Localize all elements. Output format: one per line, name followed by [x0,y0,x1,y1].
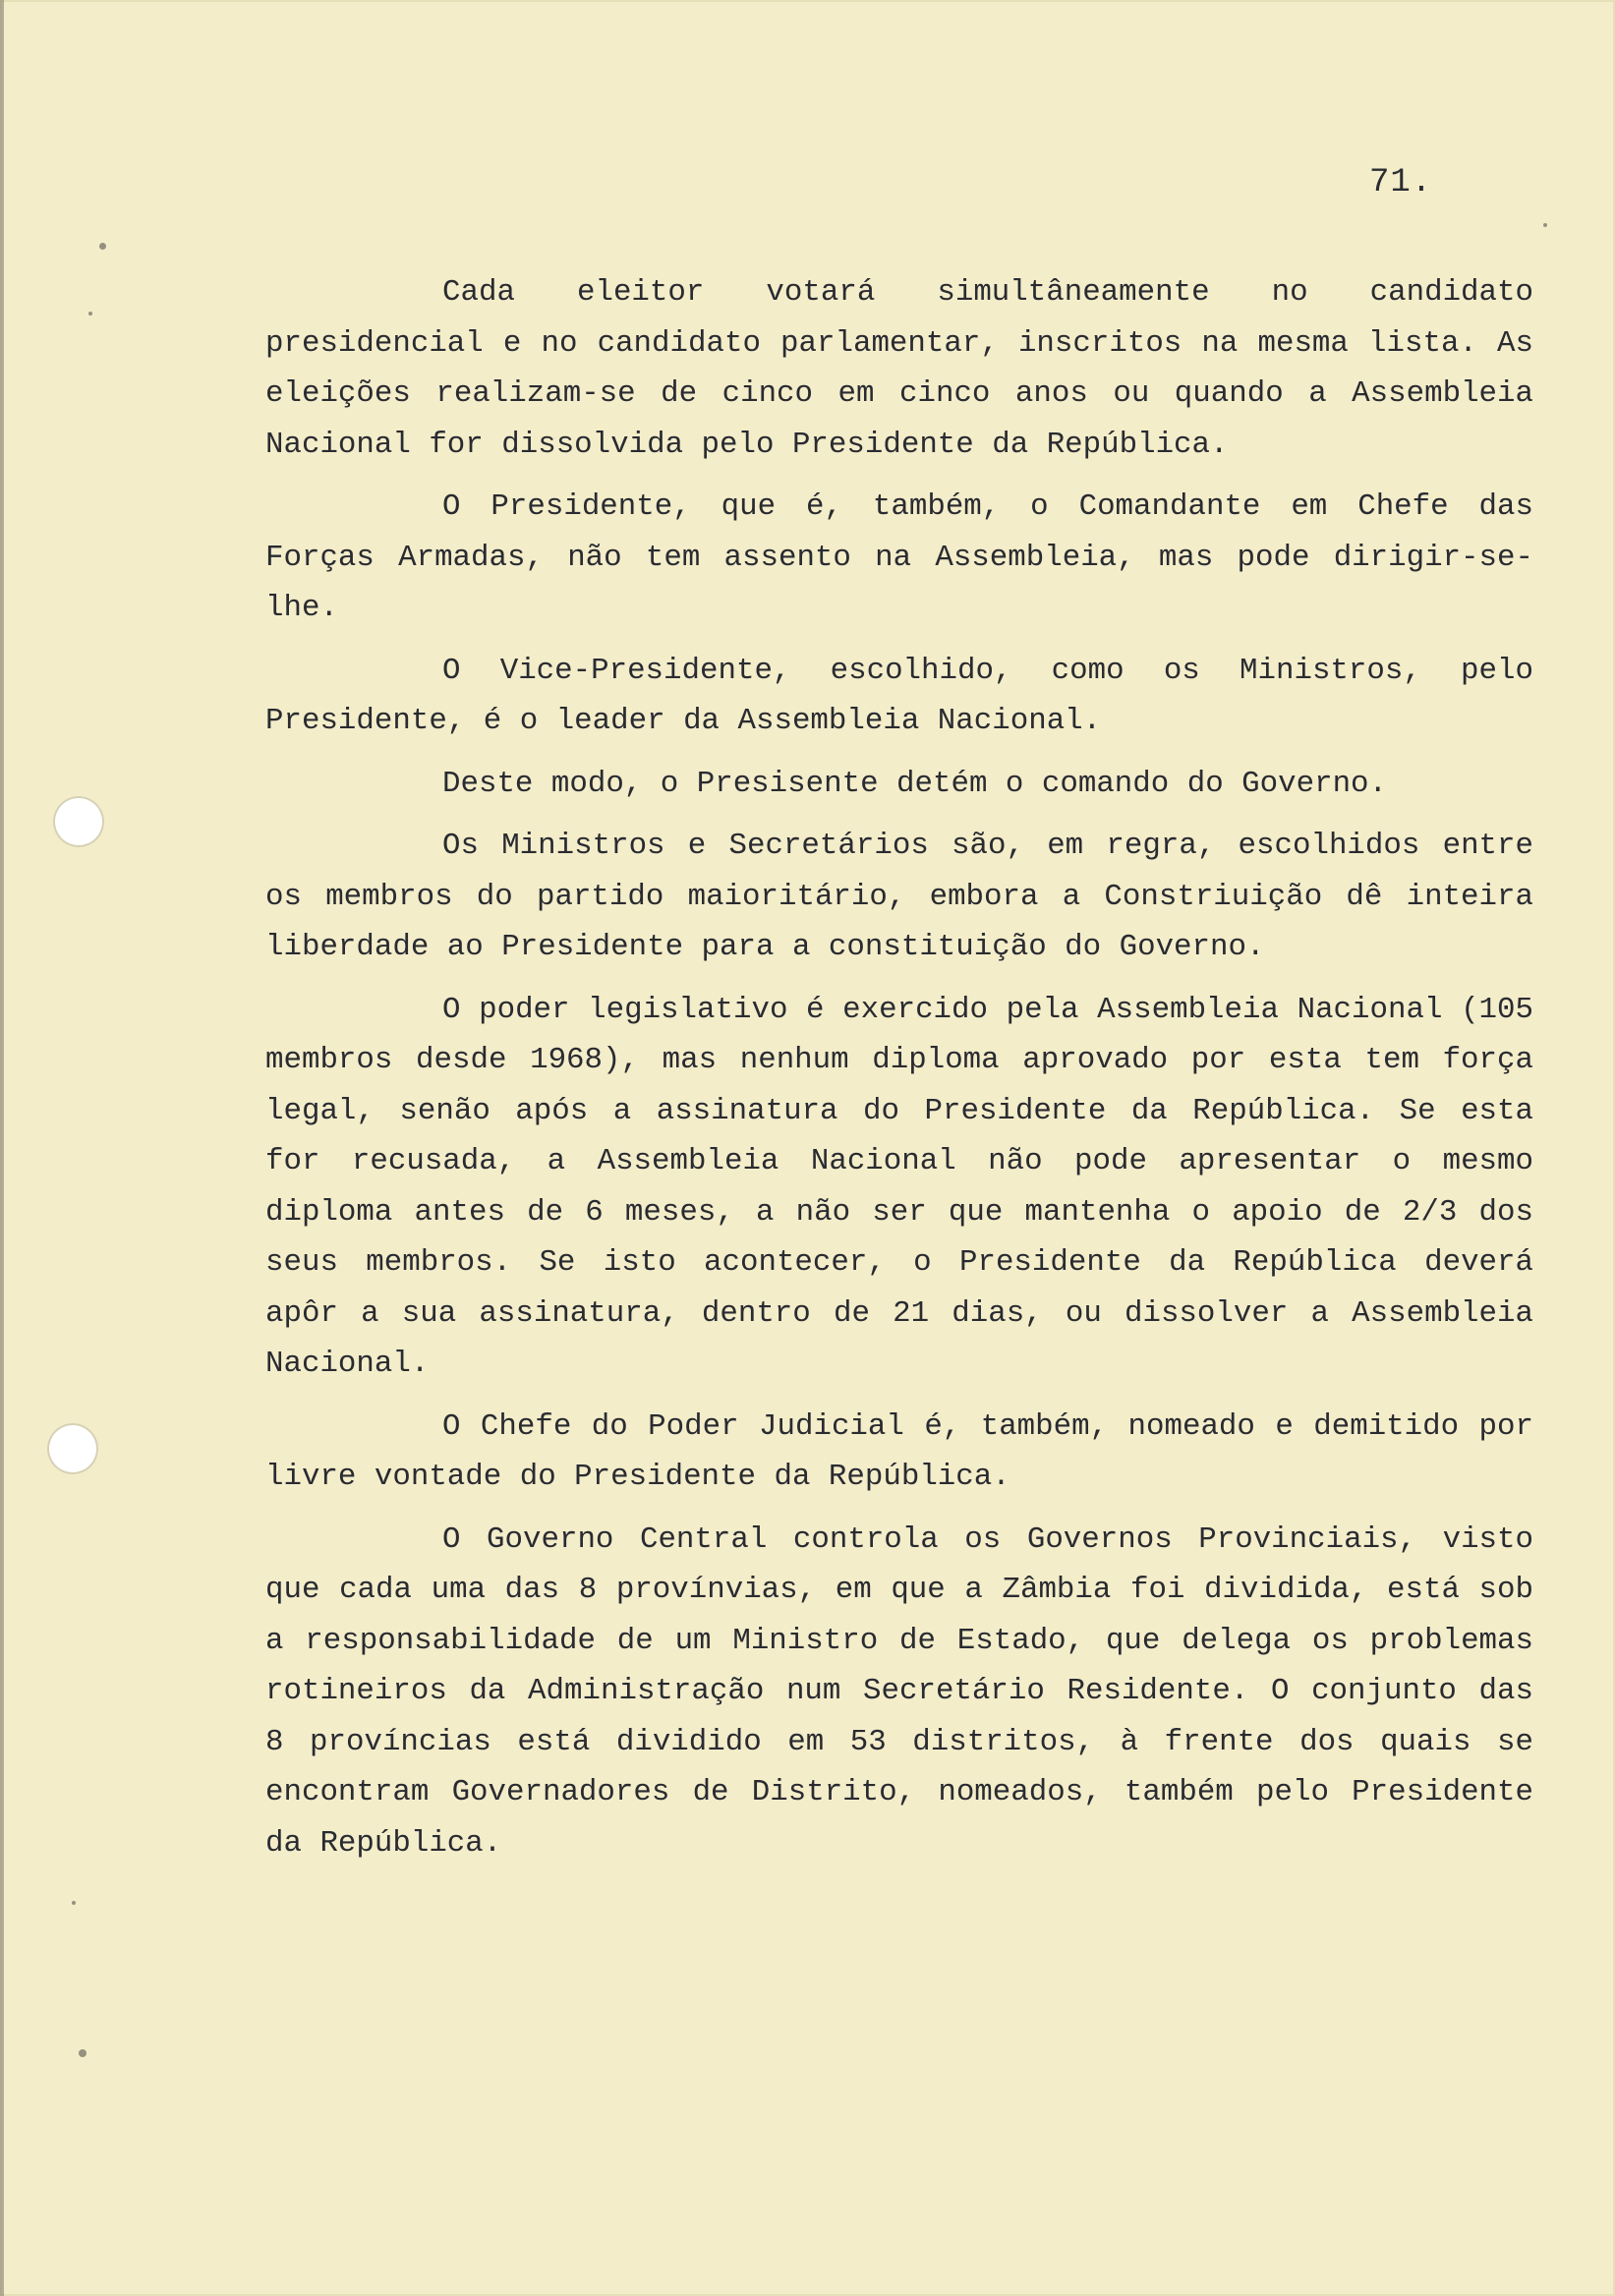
page-edge-shadow [0,0,4,2296]
paper-speck [1543,223,1547,227]
paragraph-president-role: O Presidente, que é, também, o Comandante em Chefe das Forças Armadas, não tem assento na Assembleia, mas pode dirigir-se-lhe. [265,489,1533,625]
paragraph-provincial-government: O Governo Central controla os Governos Provinciais, visto que cada uma das 8 provínvias, em que a Zâmbia foi dividida, está sob a responsabilidade de um Ministro de Estado, que delega os problemas rotineiros da Administração num Secretário Residente. O conjunto das 8 províncias está dividido em 53 distritos, à frente dos quais se encontram Governadores de Distrito, nomeados, também pelo Presidente da República. [265,1521,1533,1861]
paragraph-election: Cada eleitor votará simultâneamente no candidato presidencial e no candidato parlamentar, inscritos na mesma lista. As eleições realizam-se de cinco em cinco anos ou quando a Assembleia Nacional for dissolvida pelo Presidente da República. [265,275,1533,462]
paragraph-ministers: Os Ministros e Secretários são, em regra, escolhidos entre os membros do partido maioritário, embora a Constriuição dê inteira liberdade ao Presidente para a constituição do Governo. [265,829,1533,964]
paragraph-vice-president: O Vice-Presidente, escolhido, como os Ministros, pelo Presidente, é o leader da Assembleia Nacional. [265,653,1533,738]
page-number: 71. [1369,164,1433,201]
paper-speck [72,1901,76,1905]
paper-speck [79,2049,87,2057]
paper-speck [99,243,106,250]
paper-speck [88,312,92,316]
document-body [265,267,1533,1880]
paragraph-legislative-power: O poder legislativo é exercido pela Assembleia Nacional (105 membros desde 1968), mas nenhum diploma aprovado por esta tem força legal, senão após a assinatura do Presidente da República. Se esta for recusada, a Assembleia Nacional não pode apresentar o mesmo diploma antes de 6 meses, a não ser que mantenha o apoio de 2/3 dos seus membros. Se isto acontecer, o Presidente da República deverá apôr a sua assinatura, dentro de 21 dias, ou dissolver a Assembleia Nacional. [265,992,1533,1381]
punch-hole-lower [47,1423,98,1474]
paragraph-judicial-power: O Chefe do Poder Judicial é, também, nomeado e demitido por livre vontade do Presidente da República. [265,1408,1533,1494]
punch-hole-upper [53,796,104,847]
paragraph-government-command: Deste modo, o Presisente detém o comando do Governo. [442,766,1388,801]
